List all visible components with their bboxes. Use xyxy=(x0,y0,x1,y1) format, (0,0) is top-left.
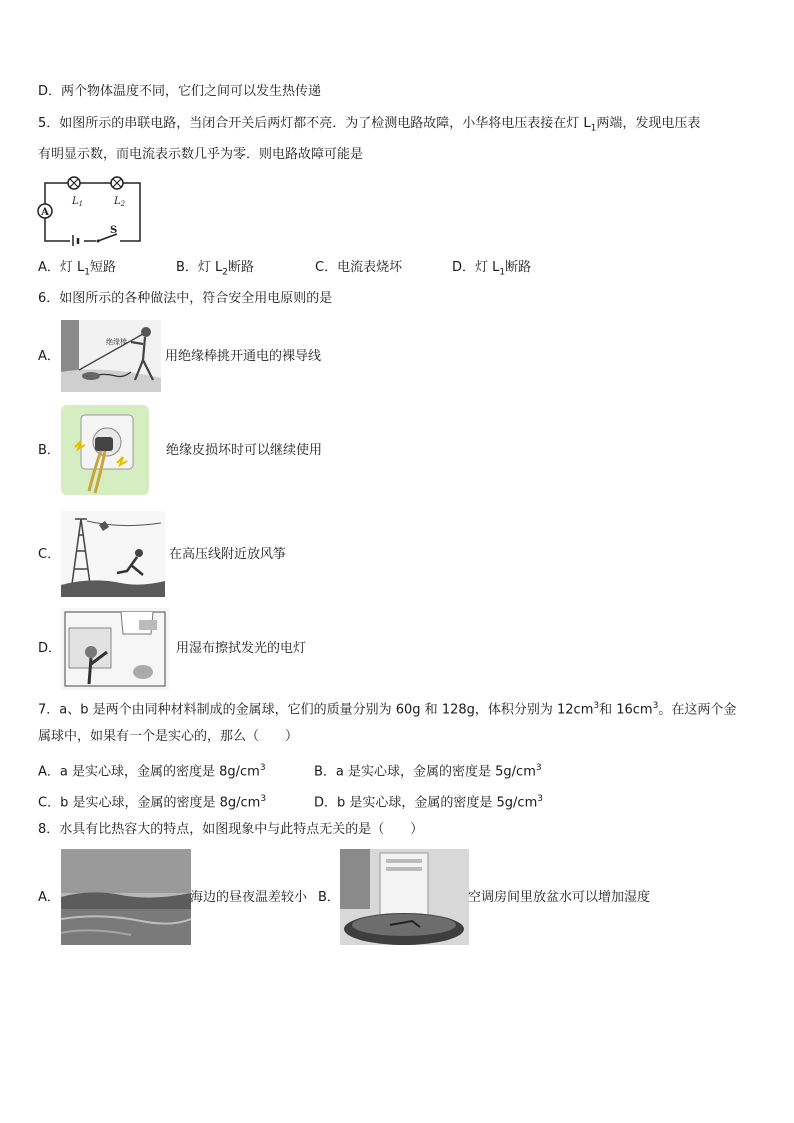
lamp1-label: $L_1$ xyxy=(72,196,84,208)
svg-text:A: A xyxy=(41,207,49,218)
q5-circuit-diagram xyxy=(34,172,146,246)
q8-option-b-image xyxy=(340,849,469,945)
q6-option-d-text: 用湿布擦拭发光的电灯 xyxy=(176,641,307,656)
q5-stem-line1: 5．如图所示的串联电路，当闭合开关后两灯都不亮．为了检测电路故障，小华将电压表接在灯 $L_1$两端，发现电压表 xyxy=(38,116,701,134)
q6-option-c-text: 在高压线附近放风筝 xyxy=(169,547,287,562)
q5-stem-line2: 有明显示数，而电流表示数几乎为零．则电路故障可能是 xyxy=(38,147,364,162)
q6-option-b-letter: B． xyxy=(38,443,60,458)
q6-option-d-letter: D． xyxy=(38,641,62,656)
q7-option-d: D．b 是实心球，金属的密度是 $5g/cm^3$ xyxy=(314,794,543,811)
q5-option-a: A．灯 $L_1$短路 xyxy=(38,260,117,278)
q5-option-b: B．灯 $L_2$断路 xyxy=(176,260,255,278)
q6-stem: 6．如图所示的各种做法中，符合安全用电原则的是 xyxy=(38,291,333,306)
switch-label: S xyxy=(110,225,118,236)
svg-text:绝缘棒: 绝缘棒 xyxy=(106,338,127,346)
q6-option-d-image xyxy=(61,608,169,690)
q5-option-c: C．电流表烧坏 xyxy=(315,260,403,275)
q7-stem-line1: 7．a、b 是两个由同种材料制成的金属球，它们的质量分别为 60g 和 128g，体积分别为 $12cm^3$和 $16cm^3$。在这两个金 xyxy=(38,701,737,718)
q6-option-c-image xyxy=(61,511,165,597)
q7-option-c: C．b 是实心球，金属的密度是 $8g/cm^3$ xyxy=(38,794,267,811)
q6-option-a-image xyxy=(61,320,161,392)
q6-option-b-image xyxy=(61,405,149,495)
q7-option-b: B．a 是实心球，金属的密度是 $5g/cm^3$ xyxy=(314,763,542,780)
q6-option-a-letter: A． xyxy=(38,349,60,364)
lamp2-icon xyxy=(111,177,123,189)
q6-option-a-text: 用绝缘棒挑开通电的裸导线 xyxy=(165,349,322,364)
lamp1-icon xyxy=(68,177,80,189)
q8-option-a-image xyxy=(61,849,191,945)
lamp2-label: $L_2$ xyxy=(114,196,126,208)
ammeter-icon xyxy=(38,204,52,218)
q8-option-b-letter: B． xyxy=(318,890,340,905)
q8-stem: 8．水具有比热容大的特点，如图现象中与此特点无关的是（ ） xyxy=(38,822,424,837)
q7-option-a: A．a 是实心球，金属的密度是 $8g/cm^3$ xyxy=(38,763,266,780)
q6-option-b-text: 绝缘皮损坏时可以继续使用 xyxy=(166,443,323,458)
q8-option-a-letter: A． xyxy=(38,890,60,905)
q7-stem-line2: 属球中，如果有一个是实心的，那么（ ） xyxy=(38,729,299,744)
q5-option-d: D．灯 $L_1$断路 xyxy=(452,260,532,278)
q8-option-b-text: 空调房间里放盆水可以增加湿度 xyxy=(468,890,651,905)
q6-option-c-letter: C． xyxy=(38,547,61,562)
q4-option-d: D．两个物体温度不同，它们之间可以发生热传递 xyxy=(38,84,322,99)
q8-option-a-text: 海边的昼夜温差较小 xyxy=(190,890,308,905)
